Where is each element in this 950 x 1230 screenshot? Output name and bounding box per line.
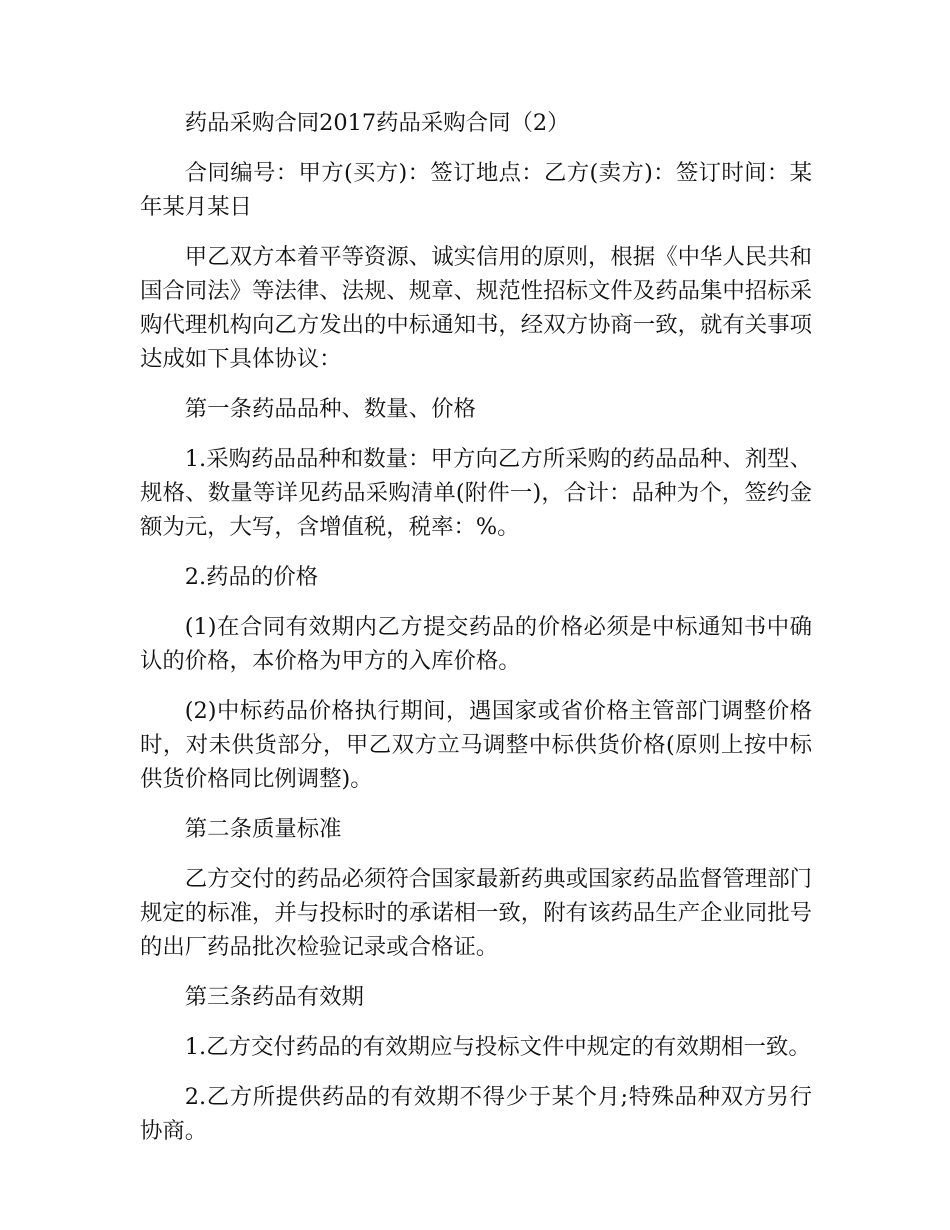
- article-2-body: 乙方交付的药品必须符合国家最新药典或国家药品监督管理部门规定的标准，并与投标时的承诺相一致，附有该药品生产企业同批号的出厂药品批次检验记录或合格证。: [140, 866, 812, 960]
- article-1-clause-1: 1.采购药品品种和数量：甲方向乙方所采购的药品品种、剂型、规格、数量等详见药品采购清单(附件一)，合计：品种为个，签约金额为元，大写，含增值税，税率：%。: [140, 446, 812, 540]
- article-3-clause-2: 2.乙方所提供药品的有效期不得少于某个月;特殊品种双方另行协商。: [140, 1084, 812, 1144]
- article-2-heading: 第二条质量标准: [184, 816, 342, 842]
- preamble-paragraph: 甲乙双方本着平等资源、诚实信用的原则，根据《中华人民共和国合同法》等法律、法规、规章、规范性招标文件及药品集中招标采购代理机构向乙方发出的中标通知书，经双方协商一致，就有关事项达成如下具体协议：: [140, 244, 812, 372]
- article-3-heading: 第三条药品有效期: [184, 984, 364, 1010]
- article-1-heading: 第一条药品品种、数量、价格: [184, 396, 476, 422]
- article-1-clause-2-item-2: (2)中标药品价格执行期间，遇国家或省价格主管部门调整价格时，对未供货部分，甲乙双方立马调整中标供货价格(原则上按中标供货价格同比例调整)。: [140, 698, 812, 792]
- article-1-clause-2-heading: 2.药品的价格: [184, 564, 319, 590]
- document-title: 药品采购合同2017药品采购合同（2）: [184, 110, 570, 136]
- article-1-clause-2-item-1: (1)在合同有效期内乙方提交药品的价格必须是中标通知书中确认的价格，本价格为甲方的入库价格。: [140, 614, 812, 674]
- article-3-clause-1: 1.乙方交付药品的有效期应与投标文件中规定的有效期相一致。: [184, 1034, 811, 1060]
- contract-header-fields: 合同编号：甲方(买方)：签订地点：乙方(卖方)：签订时间：某年某月某日: [140, 160, 812, 220]
- document-body: [140, 106, 812, 1164]
